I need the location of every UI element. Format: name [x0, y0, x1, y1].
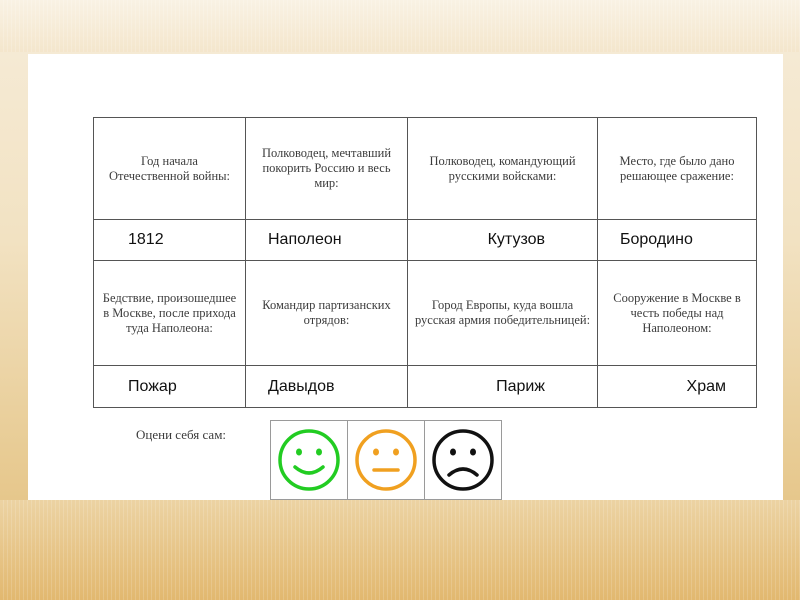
answer-cell: Наполеон — [246, 220, 408, 261]
question-cell — [246, 261, 408, 366]
question-cell — [598, 118, 757, 220]
question-text: Командир партизанских отрядов: — [262, 298, 391, 327]
neutral-face-icon — [353, 427, 419, 493]
question-cell — [408, 118, 598, 220]
answer-cell: Пожар — [94, 366, 246, 408]
table-row — [94, 261, 757, 366]
question-text: Место, где было дано решающее сражение: — [619, 153, 735, 183]
sad-face-option[interactable] — [425, 421, 501, 499]
question-text: Полководец, командующий русскими войсками: — [429, 153, 576, 183]
answer-cell: Кутузов — [408, 220, 598, 261]
question-text: Бедствие, произошедшее в Москве, после прихода туда Наполеона: — [102, 290, 237, 335]
bottom-decorative-band — [0, 500, 800, 600]
top-decorative-band — [0, 0, 800, 52]
self-assessment-label: Оцени себя сам: — [136, 427, 227, 442]
sad-face-icon — [430, 427, 496, 493]
answer-cell: Париж — [408, 366, 598, 408]
self-assessment-faces — [270, 420, 502, 500]
answer-cell: Бородино — [598, 220, 757, 261]
question-cell — [94, 118, 246, 220]
quiz-table — [93, 117, 757, 408]
happy-face-option[interactable] — [271, 421, 348, 499]
question-text: Год начала Отечественной войны: — [108, 153, 231, 183]
question-cell — [598, 261, 757, 366]
table-row — [94, 220, 757, 261]
question-cell — [94, 261, 246, 366]
question-cell — [408, 261, 598, 366]
table-row — [94, 366, 757, 408]
question-text: Город Европы, куда вошла русская армия победительницей: — [414, 298, 591, 327]
table-row — [94, 118, 757, 220]
question-text: Полководец, мечтавший покорить Россию и весь мир: — [261, 146, 392, 190]
answer-cell: Храм — [598, 366, 757, 408]
question-text: Сооружение в Москве в честь победы над Наполеоном: — [613, 290, 741, 335]
answer-cell: 1812 — [94, 220, 246, 261]
question-cell — [246, 118, 408, 220]
happy-face-icon — [276, 427, 342, 493]
neutral-face-option[interactable] — [348, 421, 425, 499]
answer-cell: Давыдов — [246, 366, 408, 408]
